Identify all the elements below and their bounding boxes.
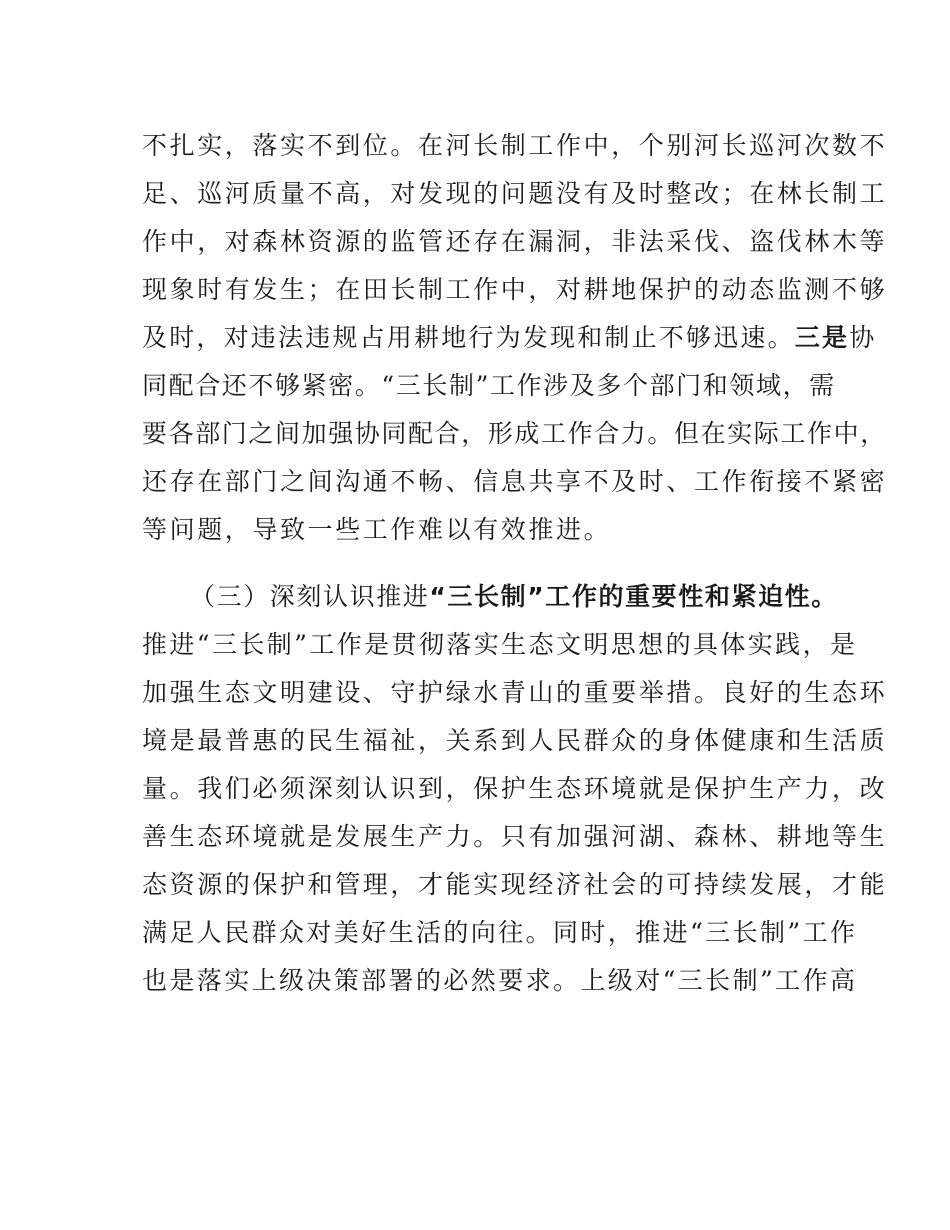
paragraph-line: 还存在部门之间沟通不畅、信息共享不及时、工作衔接不紧密 (142, 467, 888, 496)
paragraph-text: 协 (849, 323, 877, 352)
paragraph-line: 态资源的保护和管理，才能实现经济社会的可持续发展，才能 (142, 870, 888, 899)
paragraph-line: 现象时有发生；在田长制工作中，对耕地保护的动态监测不够 (142, 275, 888, 304)
section-heading (142, 573, 838, 621)
paragraph-line: 加强生态文明建设、守护绿水青山的重要举措。良好的生态环 (142, 678, 888, 707)
paragraph-line: 境是最普惠的民生福祉，关系到人民群众的身体健康和生活质 (142, 726, 888, 755)
paragraph-line: 要各部门之间加强协同配合，形成工作合力。但在实际工作中， (142, 419, 887, 448)
paragraph-line (142, 314, 877, 362)
paragraph-line: 同配合还不够紧密。“三长制”工作涉及多个部门和领域，需 (142, 371, 836, 400)
paragraph-line: 也是落实上级决策部署的必然要求。上级对“三长制”工作高 (142, 966, 858, 995)
paragraph-line: 足、巡河质量不高，对发现的问题没有及时整改；在林长制工 (142, 179, 888, 208)
paragraph-line: 作中，对森林资源的监管还存在漏洞，非法采伐、盗伐林木等 (142, 227, 888, 256)
document-body (142, 122, 888, 1005)
paragraph-text: 及时，对违法违规占用耕地行为发现和制止不够迅速。 (142, 323, 795, 352)
paragraph-line: 不扎实，落实不到位。在河长制工作中，个别河长巡河次数不 (142, 131, 888, 160)
paragraph-line: 善生态环境就是发展生产力。只有加强河湖、森林、耕地等生 (142, 822, 888, 851)
heading-prefix: （三）深刻认识推进 (190, 582, 430, 611)
emphasis-text: 三是 (794, 323, 850, 352)
paragraph-line: 推进“三长制”工作是贯彻落实生态文明思想的具体实践，是 (142, 630, 858, 659)
paragraph-line: 满足人民群众对美好生活的向往。同时，推进“三长制”工作 (142, 918, 858, 947)
heading-bold-text: “三长制”工作的重要性和紧迫性。 (429, 582, 838, 611)
paragraph-line: 等问题，导致一些工作难以有效推进。 (142, 515, 612, 544)
paragraph-line: 量。我们必须深刻认识到，保护生态环境就是保护生产力，改 (142, 774, 888, 803)
